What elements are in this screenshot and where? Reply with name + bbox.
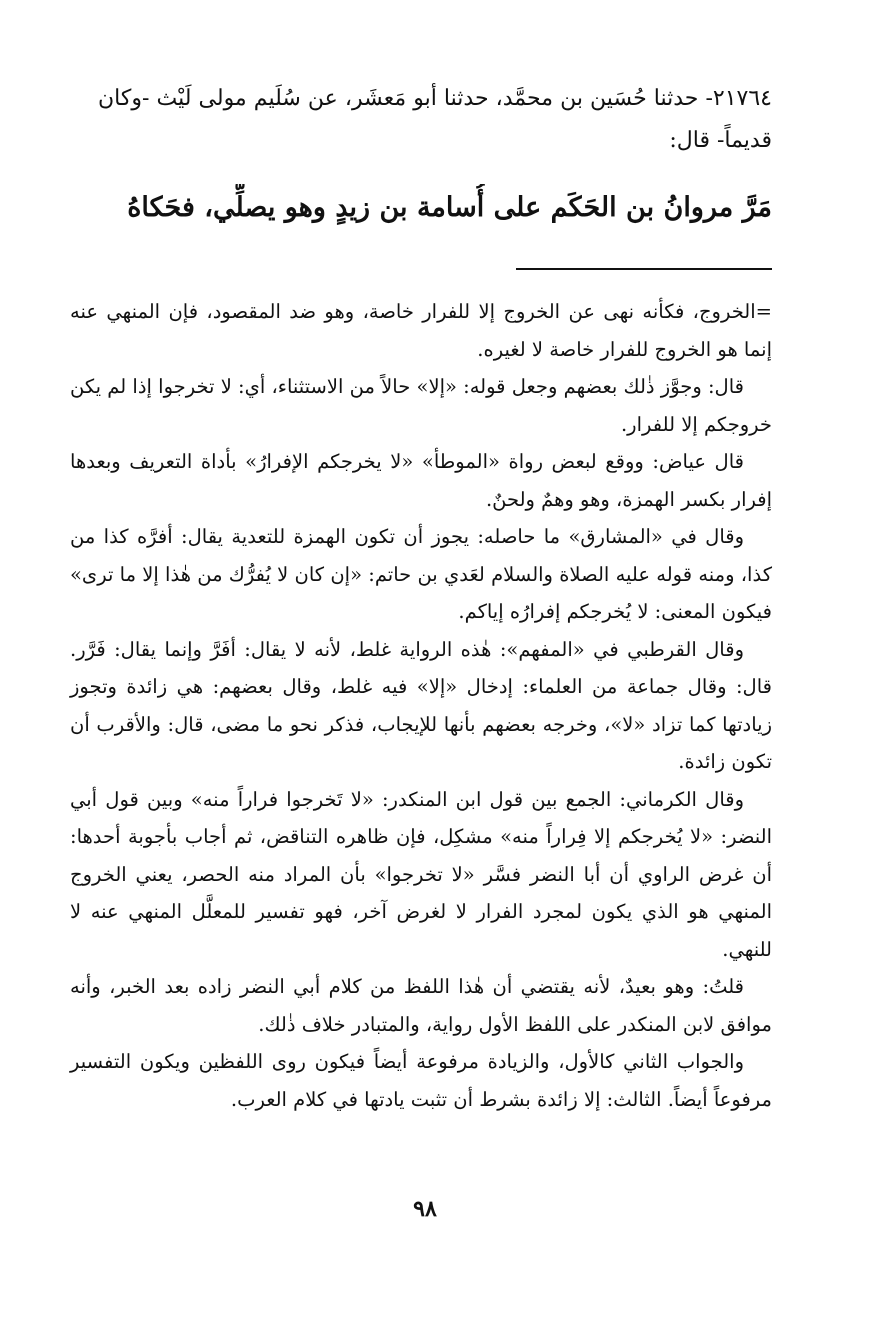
hadith-matn — [92, 184, 772, 232]
commentary-paragraph: وقال القرطبي في «المفهم»: هٰذه الرواية غلط، لأنه لا يقال: أفَرَّ وإنما يقال: فَرَّر. قال: وقال جماعة من العلماء: إدخال «إلا» فيه غلط، وقال بعضهم: هي زائدة وتجوز زيادتها كما تزاد «لا»، وخرجه بعضهم بأنها للإيجاب، فذكر نحو ما مضى، قال: والأقرب أن تكون زائدة. — [70, 637, 772, 773]
commentary-paragraph: والجواب الثاني كالأول، والزيادة مرفوعة أيضاً فيكون روى اللفظين ويكون التفسير مرفوعاً أيضاً. الثالث: إلا زائدة بشرط أن تثبت يادتها في كلام العرب. — [70, 1050, 772, 1111]
hadith-isnad — [98, 78, 772, 162]
commentary-paragraph: وقال في «المشارق» ما حاصله: يجوز أن تكون الهمزة للتعدية يقال: أفرَّه كذا من كذا، ومنه قوله عليه الصلاة والسلام لعَدي بن حاتم: «إن كان لا يُفرُّك من هٰذا إلا ما ترى» فيكون المعنى: لا يُخرجكم إفرارُه إياكم. — [70, 525, 772, 623]
hadith-isnad-text: ٢١٧٦٤- حدثنا حُسَين بن محمَّد، حدثنا أبو مَعشَر، عن سُلَيم مولى لَيْث -وكان قديماً- قال: — [98, 86, 772, 153]
commentary-paragraph: قال: وجوَّز ذٰلك بعضهم وجعل قوله: «إلا» حالاً من الاستثناء، أي: لا تخرجوا إذا لم يكن خروجكم إلا للفرار. — [70, 375, 772, 436]
commentary-paragraph: وقال الكرماني: الجمع بين قول ابن المنكدر: «لا تَخرجوا فراراً منه» وبين قول أبي النضر: «لا يُخرجكم إلا فِراراً منه» مشكِل، فإن ظاهره التناقض، ثم أجاب بأجوبة أحدها: أن غرض الراوي أن أبا النضر فسَّر «لا تخرجوا» بأن المراد منه الحصر، يعني الخروج المنهي هو الذي يكون لمجرد الفرار لا لغرض آخر، فهو تفسير للمعلَّل المنهي عنه لا للنهي. — [70, 787, 772, 961]
page-number: ٩٨ — [413, 1196, 437, 1222]
commentary-footnote — [70, 293, 772, 1118]
footnote-separator — [516, 268, 772, 270]
commentary-paragraph: قلتُ: وهو بعيدٌ، لأنه يقتضي أن هٰذا اللفظ من كلام أبي النضر زاده بعد الخبر، وأنه موافق لابن المنكدر على اللفظ الأول رواية، والمتبادر خلاف ذٰلك. — [70, 975, 772, 1036]
hadith-matn-text: مَرَّ مروانُ بن الحَكَم على أُسامة بن زيدٍ وهو يصلِّي، فحَكاهُ — [127, 192, 772, 223]
commentary-paragraph: قال عياض: ووقع لبعض رواة «الموطأ» «لا يخرجكم الإفرارُ» بأداة التعريف وبعدها إفرار بكسر الهمزة، وهو وهمٌ ولحنٌ. — [70, 450, 772, 511]
commentary-paragraph: =الخروج، فكأنه نهى عن الخروج إلا للفرار خاصة، وهو ضد المقصود، فإن المنهي عنه إنما هو الخروج للفرار خاصة لا لغيره. — [70, 300, 772, 361]
